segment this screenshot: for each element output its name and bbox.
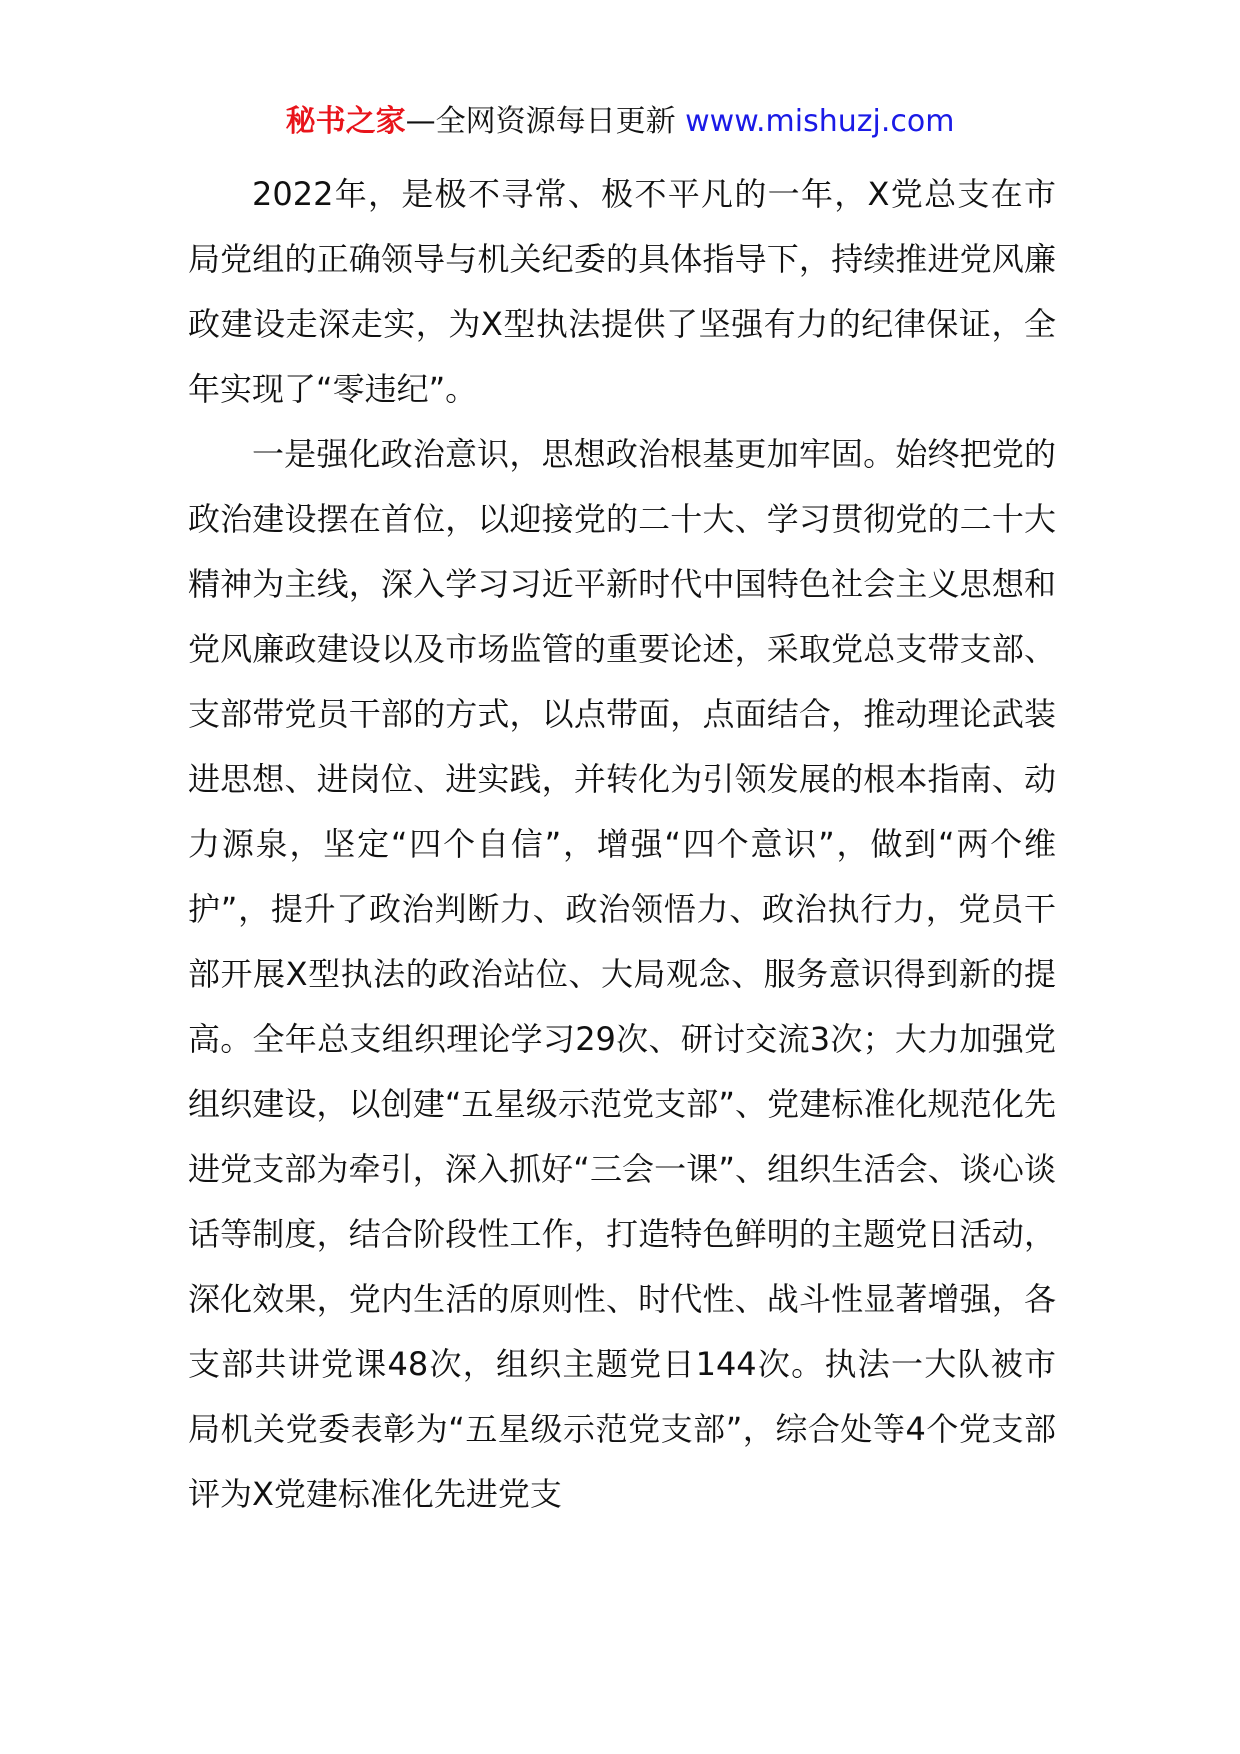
website-link[interactable]: www.mishuzj.com: [685, 104, 955, 139]
paragraph-intro: 2022年，是极不寻常、极不平凡的一年，X党总支在市局党组的正确领导与机关纪委的具体指导下，持续推进党风廉政建设走深走实，为X型执法提供了坚强有力的纪律保证，全年实现了“零违纪”。: [188, 175, 1056, 408]
brand-name: 秘书之家: [285, 104, 406, 139]
document-body: [188, 162, 1056, 1527]
page-header: [0, 100, 1240, 144]
paragraph-political-awareness: 一是强化政治意识，思想政治根基更加牢固。始终把党的政治建设摆在首位，以迎接党的二十大、学习贯彻党的二十大精神为主线，深入学习习近平新时代中国特色社会主义思想和党风廉政建设以及市场监管的重要论述，采取党总支带支部、支部带党员干部的方式，以点带面，点面结合，推动理论武装进思想、进岗位、进实践，并转化为引领发展的根本指南、动力源泉，坚定“四个自信”，增强“四个意识”，做到“两个维护”，提升了政治判断力、政治领悟力、政治执行力，党员干部开展X型执法的政治站位、大局观念、服务意识得到新的提高。全年总支组织理论学习29次、研讨交流3次；大力加强党组织建设，以创建“五星级示范党支部”、党建标准化规范化先进党支部为牵引，深入抓好“三会一课”、组织生活会、谈心谈话等制度，结合阶段性工作，打造特色鲜明的主题党日活动，深化效果，党内生活的原则性、时代性、战斗性显著增强，各支部共讲党课48次，组织主题党日144次。执法一大队被市局机关党委表彰为“五星级示范党支部”，综合处等4个党支部评为X党建标准化先进党支: [188, 435, 1056, 1513]
header-slogan: —全网资源每日更新: [405, 104, 686, 139]
